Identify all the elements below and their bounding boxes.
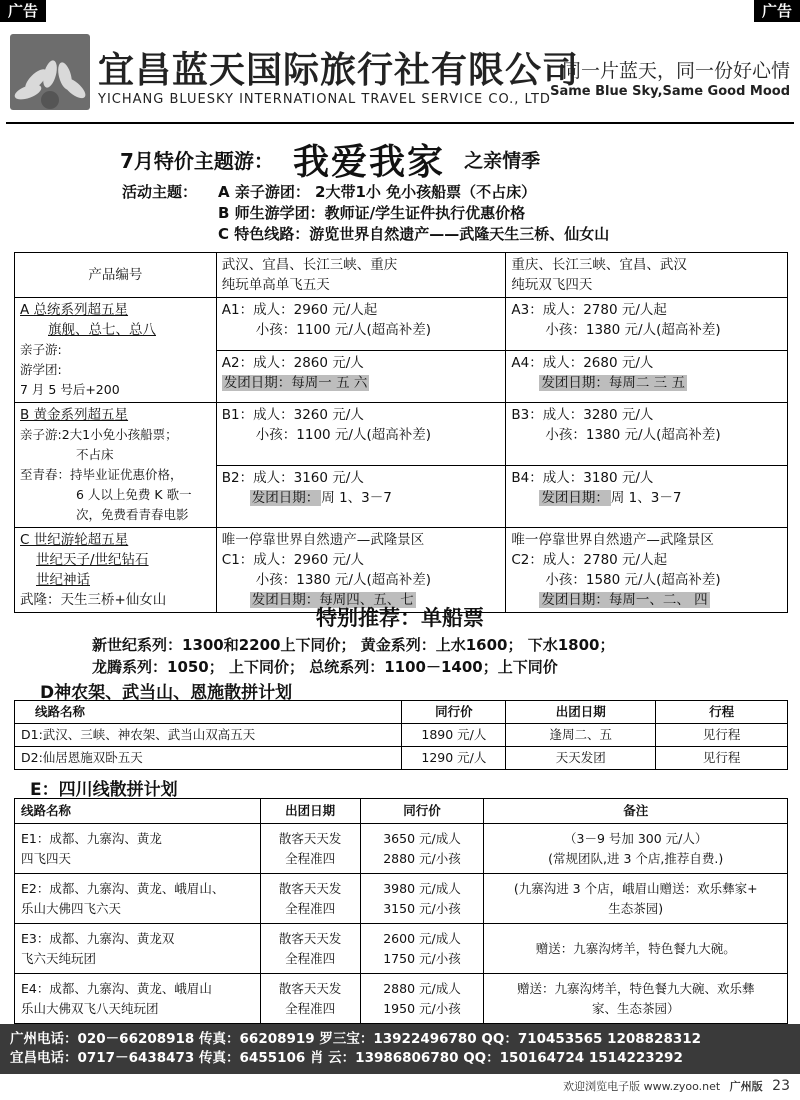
group-b-title: B 黄金系列超五星 xyxy=(20,407,129,423)
group-a-sub: 旗舰、总七、总八 xyxy=(48,322,156,338)
guangzhou-contact: 广州电话：020－66208918 传真：66208919 罗三宝：13922496780 QQ：710453565 1208828312 xyxy=(10,1031,702,1047)
company-header xyxy=(6,32,794,120)
table-header-row: 线路名称 同行价 出团日期 行程 xyxy=(15,701,788,724)
special-line-2: 龙腾系列：1050； 上下同价； 总统系列：1100－1400；上下同价 xyxy=(92,658,558,676)
page-number: 23 xyxy=(772,1078,790,1094)
theme-line-c: C 特色线路：游览世界自然遗产——武隆天生三桥、仙女山 xyxy=(218,225,610,243)
company-name-en: YICHANG BLUESKY INTERNATIONAL TRAVEL SERVICE CO., LTD xyxy=(98,92,551,107)
price-b2: B2：成人：3160 元/人 发团日期： 周 1、3－7 xyxy=(216,465,506,528)
price-c2: 唯一停靠世界自然遗产—武隆景区 C2：成人：2780 元/人起 小孩：1580 元/人(超高补差) 发团日期：每周一、二、 四 xyxy=(506,528,788,613)
theme-line-b: B 师生游学团：教师证/学生证件执行优惠价格 xyxy=(218,204,526,222)
section-d-title: D神农架、武当山、恩施散拼计划 xyxy=(40,683,293,703)
price-a3: A3：成人：2780 元/人起 小孩：1380 元/人(超高补差) xyxy=(506,298,788,351)
price-a1: A1：成人：2960 元/人起 小孩：1100 元/人(超高补差) xyxy=(216,298,506,351)
page-footer xyxy=(563,1078,790,1094)
theme-line-a: A 亲子游团： 2大带1小 免小孩船票（不占床） xyxy=(218,183,537,201)
welcome-text: 欢迎浏览电子版 www.zyoo.net xyxy=(563,1080,721,1093)
activity-theme xyxy=(122,182,609,245)
price-b4: B4：成人：3180 元/人 发团日期： 周 1、3－7 xyxy=(506,465,788,528)
company-logo xyxy=(10,34,90,110)
ad-label-left: 广告 xyxy=(0,0,46,22)
section-d-table xyxy=(14,700,788,770)
price-b1: B1：成人：3260 元/人 小孩：1100 元/人(超高补差) xyxy=(216,403,506,466)
slogan-en: Same Blue Sky,Same Good Mood xyxy=(550,84,790,99)
promo-suffix: 之亲情季 xyxy=(464,150,541,172)
group-a-title: A 总统系列超五星 xyxy=(20,302,129,318)
table-row: E2：成都、九寨沟、黄龙、峨眉山、 乐山大佛四飞六天 散客天天发 全程准四 3980 元/成人 3150 元/小孩 (九寨沟进 3 个店，峨眉山赠送：欢乐彝家+ 生态茶园) xyxy=(15,874,788,924)
header-divider xyxy=(6,122,794,124)
table-row: D1:武汉、三峡、神农架、武当山双高五天 1890 元/人 逢周二、五 见行程 xyxy=(15,724,788,747)
promo-main-title: 我爱我家 xyxy=(293,142,446,183)
ad-label-right: 广告 xyxy=(754,0,800,22)
group-b-info: B 黄金系列超五星 亲子游:2大1小免小孩船票； 不占床 至青春：持毕业证优惠价格， 6 人以上免费 K 歌一 次，免费看青春电影 xyxy=(15,403,217,528)
table-header-row xyxy=(15,253,788,298)
slogan-cn: 同一片蓝天，同一份好心情 xyxy=(561,60,790,82)
table-row: D2:仙居恩施双卧五天 1290 元/人 天天发团 见行程 xyxy=(15,747,788,770)
group-c-info: C 世纪游轮超五星 世纪天子/世纪钻石 世纪神话 武隆：天生三桥+仙女山 xyxy=(15,528,217,613)
group-a-info: A 总统系列超五星 旗舰、总七、总八 亲子游: 游学团: 7 月 5 号后+200 xyxy=(15,298,217,403)
price-c1: 唯一停靠世界自然遗产—武隆景区 C1：成人：2960 元/人 小孩：1380 元/人(超高补差) 发团日期：每周四、五、七 xyxy=(216,528,506,613)
route-header-1: 武汉、宜昌、长江三峡、重庆 纯玩单高单飞五天 xyxy=(216,253,506,298)
price-a2: A2：成人：2860 元/人 发团日期：每周一 五 六 xyxy=(216,350,506,403)
group-c-title: C 世纪游轮超五星 xyxy=(20,532,129,548)
table-row xyxy=(15,298,788,351)
special-recommend-title: 特别推荐：单船票 xyxy=(316,606,484,630)
table-row: E1：成都、九寨沟、黄龙 四飞四天 散客天天发 全程准四 3650 元/成人 2880 元/小孩 （3－9 号加 300 元/人） (常规团队,进 3 个店,推荐自费.) xyxy=(15,824,788,874)
theme-label: 活动主题： xyxy=(122,183,198,201)
yichang-contact: 宜昌电话：0717－6438473 传真：6455106 肖 云：13986806780 QQ：150164724 1514223292 xyxy=(10,1050,683,1066)
table-header-row: 线路名称 出团日期 同行价 备注 xyxy=(15,799,788,824)
route-header-2: 重庆、长江三峡、宜昌、武汉 纯玩双飞四天 xyxy=(506,253,788,298)
table-row xyxy=(15,403,788,466)
table-row xyxy=(15,528,788,613)
price-b3: B3：成人：3280 元/人 小孩：1380 元/人(超高补差) xyxy=(506,403,788,466)
product-code-header: 产品编号 xyxy=(15,253,217,298)
price-a4: A4：成人：2680 元/人 发团日期：每周二 三 五 xyxy=(506,350,788,403)
section-e-title: E：四川线散拼计划 xyxy=(30,780,178,800)
table-row: E3：成都、九寨沟、黄龙双 飞六天纯玩团 散客天天发 全程准四 2600 元/成人 1750 元/小孩 赠送：九寨沟烤羊，特色餐九大碗。 xyxy=(15,924,788,974)
section-e-table xyxy=(14,798,788,1024)
promo-prefix: 7月特价主题游： xyxy=(120,149,274,173)
contact-footer xyxy=(0,1024,800,1074)
company-name-cn: 宜昌蓝天国际旅行社有限公司 xyxy=(98,50,580,91)
special-line-1: 新世纪系列：1300和2200上下同价； 黄金系列：上水1600； 下水1800； xyxy=(92,636,615,654)
cruise-price-table xyxy=(14,252,788,613)
edition-label: 广州版 xyxy=(729,1080,763,1093)
promo-headline xyxy=(120,134,540,185)
flower-logo-icon xyxy=(10,34,90,110)
table-row: E4：成都、九寨沟、黄龙、峨眉山 乐山大佛双飞八天纯玩团 散客天天发 全程准四 2880 元/成人 1950 元/小孩 赠送：九寨沟烤羊，特色餐九大碗、欢乐彝 家、生态茶园） xyxy=(15,974,788,1024)
